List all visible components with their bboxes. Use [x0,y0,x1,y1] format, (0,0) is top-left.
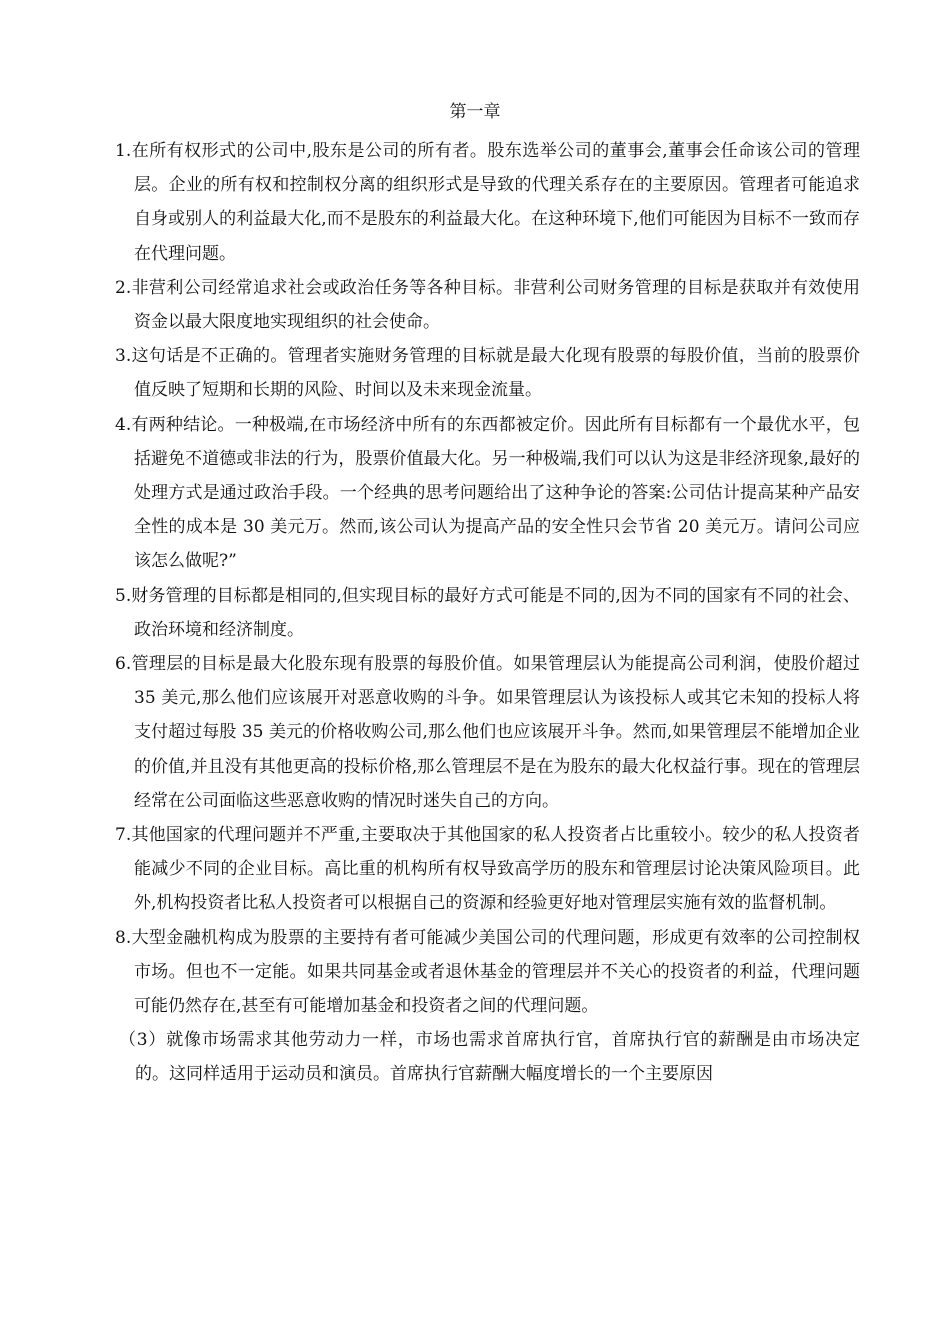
paragraph-6: 6.管理层的目标是最大化股东现有股票的每股价值。如果管理层认为能提高公司利润，使股价超过 35 美元,那么他们应该展开对恶意收购的斗争。如果管理层认为该投标人或其它未知的投标人将支付超过每股 35 美元的价格收购公司,那么他们也应该展开斗争。然而,如果管理层不能增加企业的价值,并且没有其他更高的投标价格,那么管理层不是在为股东的最大化权益行事。现在的管理层经常在公司面临这些恶意收购的情况时迷失自己的方向。 [115,654,860,811]
chapter-title: 第一章 [449,102,501,122]
paragraph-3: 3.这句话是不正确的。管理者实施财务管理的目标就是最大化现有股票的每股价值，当前的股票价值反映了短期和长期的风险、时间以及未来现金流量。 [115,346,860,401]
paragraph-4: 4.有两种结论。一种极端,在市场经济中所有的东西都被定价。因此所有目标都有一个最优水平，包括避免不道德或非法的行为，股票价值最大化。另一种极端,我们可以认为这是非经济现象,最好的处理方式是通过政治手段。一个经典的思考问题给出了这种争论的答案:公司估计提高某种产品安全性的成本是 30 美元万。然而,该公司认为提高产品的安全性只会节省 20 美元万。请问公司应该怎么做呢?” [115,414,860,572]
document-body [115,134,860,1092]
paragraph-7: 7.其他国家的代理问题并不严重,主要取决于其他国家的私人投资者占比重较小。较少的私人投资者能减少不同的企业目标。高比重的机构所有权导致高学历的股东和管理层讨论决策风险项目。此外,机构投资者比私人投资者可以根据自己的资源和经验更好地对管理层实施有效的监督机制。 [115,825,860,914]
paragraph-5: 5.财务管理的目标都是相同的,但实现目标的最好方式可能是不同的,因为不同的国家有不同的社会、政治环境和经济制度。 [115,585,860,640]
paragraph-1: 1.在所有权形式的公司中,股东是公司的所有者。股东选举公司的董事会,董事会任命该公司的管理层。企业的所有权和控制权分离的组织形式是导致的代理关系存在的主要原因。管理者可能追求自身或别人的利益最大化,而不是股东的利益最大化。在这种环境下,他们可能因为目标不一致而存在代理问题。 [115,141,860,264]
paragraph-2: 2.非营利公司经常追求社会或政治任务等各种目标。非营利公司财务管理的目标是获取并有效使用资金以最大限度地实现组织的社会使命。 [115,277,860,333]
paragraph-3-subpoint: （3）就像市场需求其他劳动力一样，市场也需求首席执行官，首席执行官的薪酬是由市场决定的。这同样适用于运动员和演员。首席执行官薪酬大幅度增长的一个主要原因 [119,1030,860,1085]
paragraph-8: 8.大型金融机构成为股票的主要持有者可能减少美国公司的代理问题，形成更有效率的公司控制权市场。但也不一定能。如果共同基金或者退休基金的管理层并不关心的投资者的利益，代理问题可能仍然存在,甚至有可能增加基金和投资者之间的代理问题。 [115,927,860,1017]
